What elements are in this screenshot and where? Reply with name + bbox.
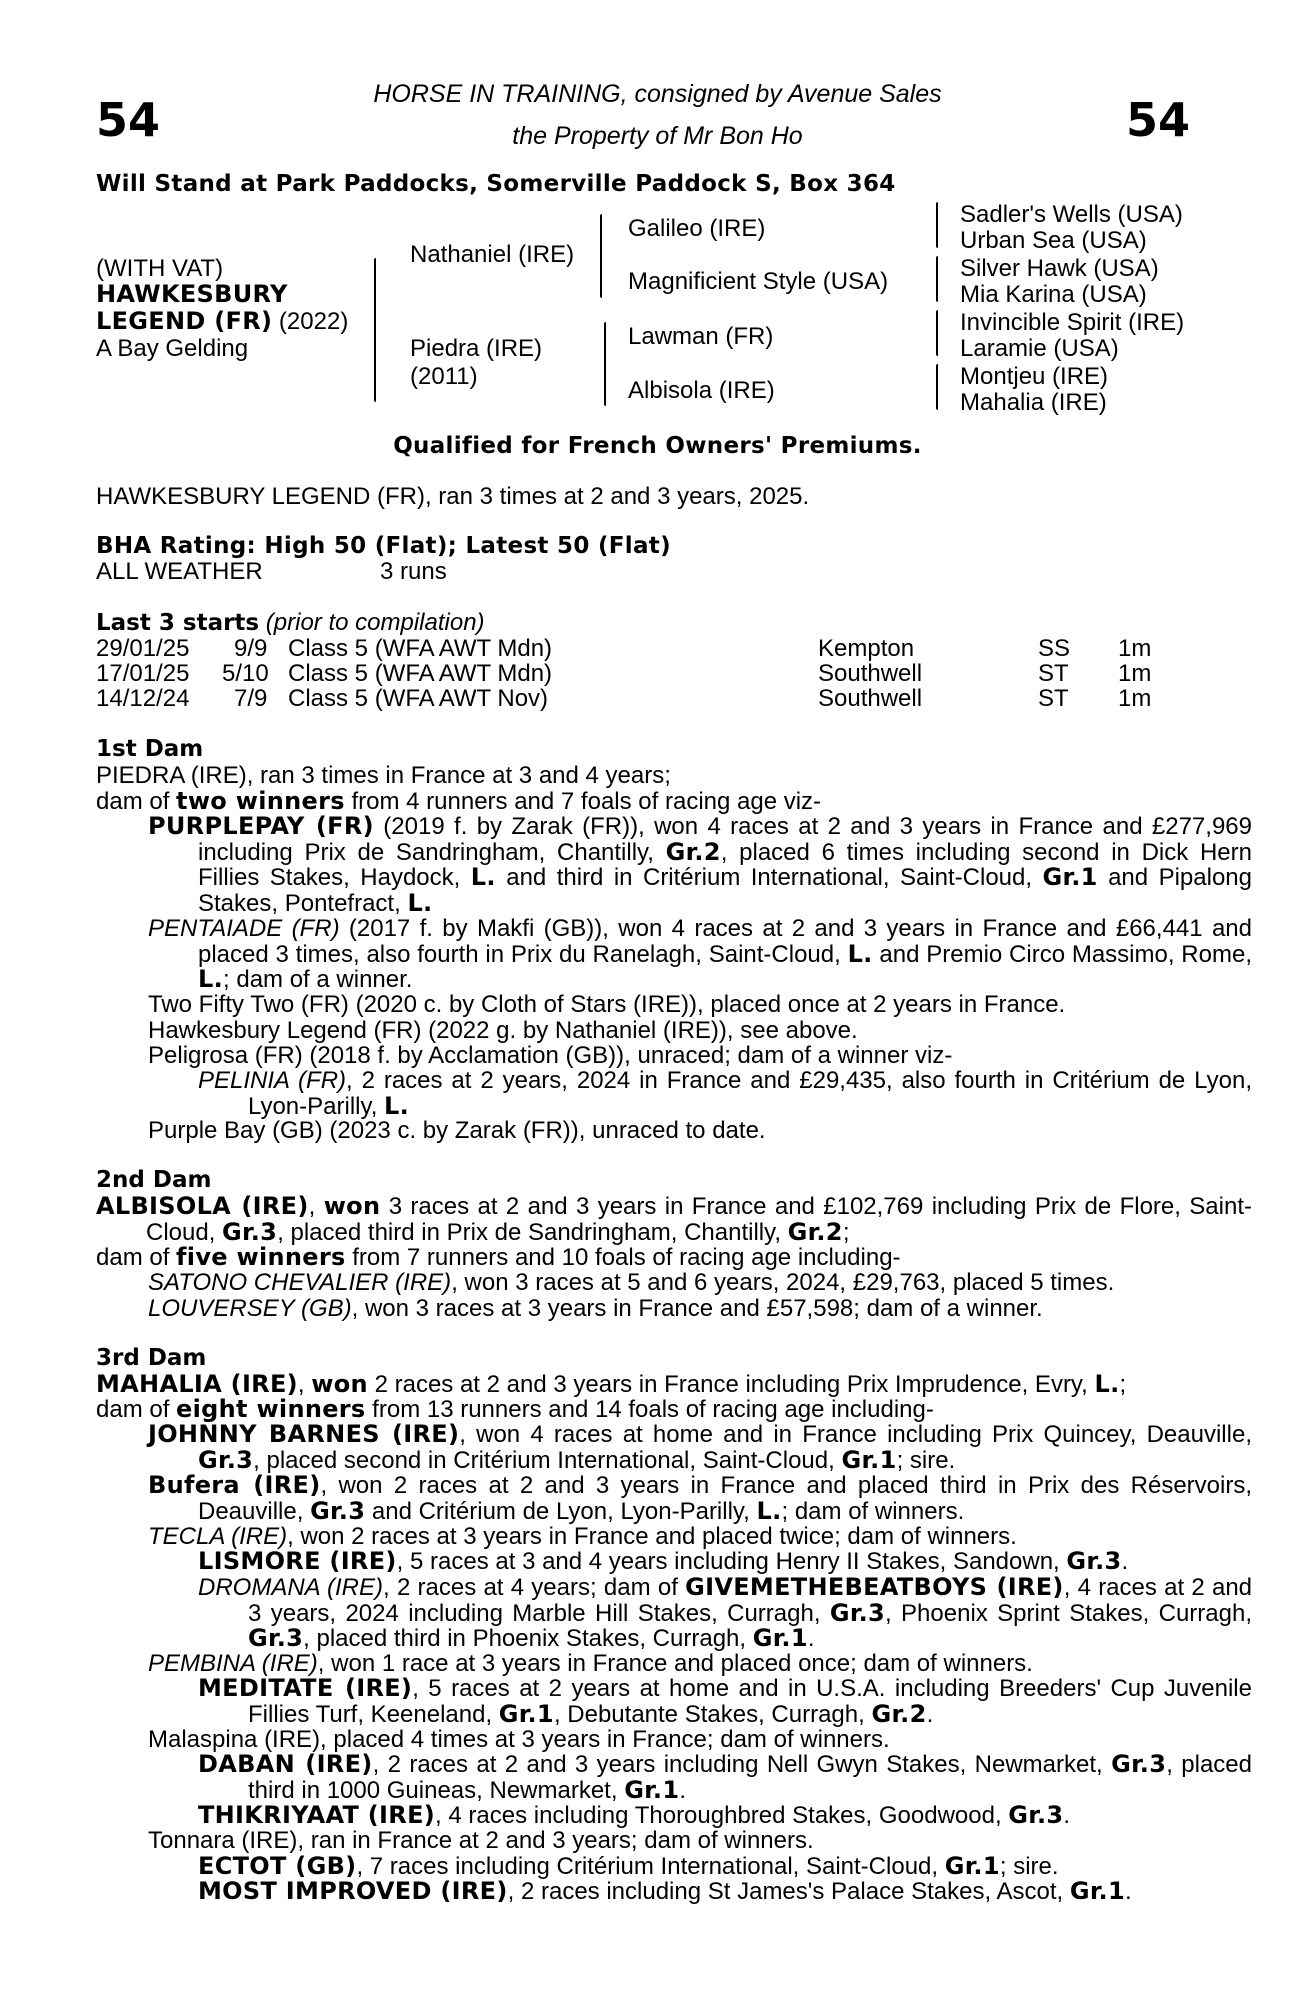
text: , 2 races at 2 years, 2024 in France and £29,435, also fourth in Critérium de Lyon, Lyon-Parilly, bbox=[248, 1067, 1252, 1120]
first-dam-heading: 1st Dam bbox=[96, 736, 204, 762]
dam: Piedra (IRE) bbox=[410, 335, 543, 362]
start-position: 7/9 bbox=[234, 685, 268, 712]
grade: L. bbox=[756, 1496, 782, 1525]
brace-sire bbox=[600, 214, 602, 298]
horse-name-line2 bbox=[96, 309, 348, 335]
text: , won 1 race at 3 years in France and placed once; dam of winners. bbox=[317, 1650, 1033, 1677]
grade: L. bbox=[470, 863, 496, 891]
text: (2017 f. by Makfi (GB)), won 4 races at 2 and 3 years in France and £66,441 and placed 3 times, also fourth in Prix du Ranelagh, Saint-Cloud, bbox=[198, 915, 1252, 968]
text: ; sire. bbox=[999, 1853, 1059, 1880]
grade: L. bbox=[407, 888, 433, 917]
text: . bbox=[1124, 1878, 1132, 1905]
text: (2019 f. by Zarak (FR)), won 4 races at 2 and 3 years in France and £277,969 including Prix de Sandringham, Chantilly, bbox=[198, 813, 1252, 866]
start-course: Kempton bbox=[818, 635, 915, 662]
last-starts-note: (prior to compilation) bbox=[259, 609, 485, 636]
start-position: 5/10 bbox=[222, 660, 269, 687]
property-line: the Property of Mr Bon Ho bbox=[512, 122, 803, 150]
text: , 2 races at 4 years; dam of bbox=[383, 1574, 686, 1601]
produce-two-fifty-two: Two Fifty Two (FR) (2020 c. by Cloth of Stars (IRE)), placed once at 2 years in France. bbox=[148, 991, 1066, 1018]
sire-dam-dam: Mia Karina (USA) bbox=[960, 281, 1147, 308]
text: , 2 races at 2 and 3 years including Nell Gwyn Stakes, Newmarket, bbox=[372, 1751, 1112, 1778]
horse-name: MEDITATE (IRE) bbox=[198, 1674, 413, 1702]
start-date: 17/01/25 bbox=[96, 660, 190, 687]
third-dam-heading: 3rd Dam bbox=[96, 1345, 207, 1371]
dam-year: (2011) bbox=[410, 363, 478, 390]
start-position: 9/9 bbox=[234, 635, 268, 662]
won-label: won bbox=[323, 1192, 381, 1220]
last-starts-title: Last 3 starts bbox=[96, 610, 260, 636]
produce-purplepay bbox=[148, 814, 1252, 916]
produce-pentaiade bbox=[148, 916, 1252, 993]
sire: Nathaniel (IRE) bbox=[410, 241, 575, 268]
horse-name: THIKRIYAAT (IRE) bbox=[198, 1801, 436, 1829]
start-race: Class 5 (WFA AWT Mdn) bbox=[288, 660, 553, 687]
text: and Premio Circo Massimo, Rome, bbox=[872, 940, 1252, 968]
text: , 5 races at 3 and 4 years including Henry II Stakes, Sandown, bbox=[396, 1548, 1067, 1575]
horse-name: PELINIA (FR) bbox=[198, 1067, 347, 1094]
sire-dam: Magnificient Style (USA) bbox=[628, 268, 889, 295]
stand-location: Will Stand at Park Paddocks, Somerville Paddock S, Box 364 bbox=[96, 171, 896, 197]
lot-number-right: 54 bbox=[1126, 93, 1191, 147]
text: and Pipalong Stakes, Pontefract, bbox=[198, 864, 1252, 917]
text: . bbox=[807, 1625, 815, 1652]
horse-name-line1: HAWKESBURY bbox=[96, 280, 288, 308]
start-going: SS bbox=[1038, 635, 1071, 662]
start-distance: 1m bbox=[1118, 660, 1152, 687]
text: , placed second in Critérium International, Saint-Cloud, bbox=[253, 1446, 842, 1474]
start-distance: 1m bbox=[1118, 635, 1152, 662]
text: from 7 runners and 10 foals of racing age including- bbox=[345, 1244, 901, 1271]
text: from 13 runners and 14 foals of racing age including- bbox=[365, 1396, 934, 1423]
grade: Gr.3 bbox=[1066, 1547, 1122, 1575]
horse-name: ECTOT (GB) bbox=[198, 1852, 357, 1880]
text: , won 3 races at 5 and 6 years, 2024, £29,763, placed 5 times. bbox=[451, 1269, 1115, 1296]
grade: Gr.1 bbox=[1042, 863, 1098, 891]
grade: Gr.3 bbox=[198, 1445, 254, 1474]
horse-name: MOST IMPROVED (IRE) bbox=[198, 1877, 508, 1905]
grade: Gr.2 bbox=[665, 837, 721, 866]
horse-name: PEMBINA (IRE) bbox=[148, 1650, 318, 1677]
grade: L. bbox=[1094, 1370, 1120, 1398]
horse-name: GIVEMETHEBEATBOYS (IRE) bbox=[685, 1573, 1064, 1601]
brace-dam bbox=[604, 322, 606, 406]
text: , bbox=[297, 1371, 312, 1398]
text: ; dam of a winner. bbox=[223, 966, 413, 993]
text: . bbox=[1063, 1802, 1071, 1829]
sire-sire-sire: Sadler's Wells (USA) bbox=[960, 201, 1183, 228]
text: , Phoenix Sprint Stakes, Curragh, bbox=[885, 1599, 1252, 1627]
dam-dam-dam: Mahalia (IRE) bbox=[960, 389, 1107, 416]
grade: Gr.1 bbox=[841, 1445, 897, 1474]
dam-sire-sire: Invincible Spirit (IRE) bbox=[960, 309, 1185, 336]
produce-dromana bbox=[198, 1575, 1252, 1652]
produce-ectot bbox=[198, 1854, 1059, 1880]
horse-name: JOHNNY BARNES (IRE) bbox=[148, 1420, 460, 1448]
sire-sire: Galileo (IRE) bbox=[628, 215, 766, 242]
horse-year: (2022) bbox=[272, 308, 349, 335]
text: , 4 races at 2 and 3 years, 2024 including Marble Hill Stakes, Curragh, bbox=[248, 1574, 1253, 1627]
produce-thikriyaat bbox=[198, 1803, 1070, 1829]
text: 3 races at 2 and 3 years in France and £102,769 including Prix de Flore, Saint-Cloud, bbox=[146, 1193, 1252, 1246]
produce-lismore bbox=[198, 1549, 1128, 1575]
start-course: Southwell bbox=[818, 660, 923, 687]
start-race: Class 5 (WFA AWT Mdn) bbox=[288, 635, 553, 662]
start-going: ST bbox=[1038, 660, 1069, 687]
second-dam-record bbox=[96, 1194, 1252, 1245]
first-dam-produce-line bbox=[96, 789, 821, 815]
text: 2 races at 2 and 3 years in France including Prix Imprudence, Evry, bbox=[367, 1371, 1095, 1398]
grade: Gr.3 bbox=[248, 1624, 304, 1652]
grade: Gr.1 bbox=[498, 1699, 554, 1728]
winners-count: five winners bbox=[176, 1243, 346, 1271]
horse-name: TECLA (IRE) bbox=[148, 1523, 288, 1550]
produce-bufera bbox=[148, 1473, 1252, 1524]
grade: L. bbox=[847, 939, 873, 968]
produce-tonnara: Tonnara (IRE), ran in France at 2 and 3 years; dam of winners. bbox=[148, 1827, 814, 1854]
bha-rating: BHA Rating: High 50 (Flat); Latest 50 (Flat) bbox=[96, 533, 671, 559]
text: . bbox=[1121, 1548, 1129, 1575]
text: , won 3 races at 3 years in France and £57,598; dam of a winner. bbox=[351, 1295, 1043, 1322]
horse-name: ALBISOLA (IRE) bbox=[96, 1192, 309, 1220]
text: , 7 races including Critérium International, Saint-Cloud, bbox=[356, 1853, 945, 1880]
grade: Gr.1 bbox=[752, 1624, 808, 1652]
second-dam-produce-line bbox=[96, 1245, 901, 1271]
text: dam of bbox=[96, 1244, 177, 1271]
brace-dd bbox=[936, 364, 938, 410]
start-course: Southwell bbox=[818, 685, 923, 712]
brace-ds bbox=[936, 310, 938, 356]
third-dam-produce-line bbox=[96, 1397, 934, 1423]
text: ; bbox=[1119, 1371, 1127, 1398]
produce-peligrosa: Peligrosa (FR) (2018 f. by Acclamation (GB)), unraced; dam of a winner viz- bbox=[148, 1042, 953, 1069]
start-date: 14/12/24 bbox=[96, 685, 190, 712]
third-dam-record bbox=[96, 1372, 1126, 1398]
winners-count: eight winners bbox=[176, 1395, 366, 1423]
dam-sire: Lawman (FR) bbox=[628, 323, 774, 350]
horse-name: DROMANA (IRE) bbox=[198, 1574, 384, 1601]
grade: Gr.3 bbox=[829, 1598, 886, 1627]
grade: Gr.3 bbox=[1008, 1801, 1064, 1829]
sire-dam-sire: Silver Hawk (USA) bbox=[960, 255, 1159, 282]
grade: Gr.2 bbox=[787, 1217, 843, 1246]
horse-name: Bufera (IRE) bbox=[148, 1471, 321, 1499]
grade: L. bbox=[384, 1091, 410, 1120]
brace-main bbox=[374, 258, 376, 402]
produce-johnny-barnes bbox=[148, 1422, 1252, 1473]
text: , placed 6 times including second in Dick Hern Fillies Stakes, Haydock, bbox=[198, 838, 1252, 891]
grade: Gr.2 bbox=[871, 1699, 927, 1728]
grade: Gr.1 bbox=[1069, 1877, 1125, 1905]
text: , placed third in Prix de Sandringham, Chantilly, bbox=[277, 1218, 788, 1246]
produce-purple-bay: Purple Bay (GB) (2023 c. by Zarak (FR)), unraced to date. bbox=[148, 1117, 766, 1144]
race-summary: HAWKESBURY LEGEND (FR), ran 3 times at 2 and 3 years, 2025. bbox=[96, 483, 810, 510]
produce-louversey bbox=[148, 1296, 1043, 1322]
text: . bbox=[926, 1700, 934, 1728]
surface-runs: 3 runs bbox=[380, 558, 447, 585]
start-going: ST bbox=[1038, 685, 1069, 712]
text: , 5 races at 2 years at home and in U.S.A. including Breeders' Cup Juvenile Fillies Turf, Keeneland, bbox=[248, 1675, 1252, 1728]
text: , won 4 races at home and in France including Prix Quincey, Deauville, bbox=[459, 1421, 1252, 1448]
text: , won 2 races at 3 years in France and placed twice; dam of winners. bbox=[287, 1523, 1017, 1550]
produce-meditate bbox=[198, 1676, 1252, 1727]
surface: ALL WEATHER bbox=[96, 558, 263, 585]
start-date: 29/01/25 bbox=[96, 635, 190, 662]
produce-hawkesbury-legend: Hawkesbury Legend (FR) (2022 g. by Nathaniel (IRE)), see above. bbox=[148, 1017, 858, 1044]
grade: Gr.3 bbox=[1111, 1750, 1167, 1778]
text: ; sire. bbox=[896, 1446, 956, 1474]
text: , bbox=[308, 1193, 324, 1220]
text: ; dam of winners. bbox=[781, 1497, 965, 1525]
vat-note: (WITH VAT) bbox=[96, 255, 224, 282]
text: and third in Critérium International, Saint-Cloud, bbox=[495, 864, 1043, 891]
produce-tecla bbox=[148, 1524, 1017, 1550]
qualified-note: Qualified for French Owners' Premiums. bbox=[393, 433, 922, 459]
horse-description: A Bay Gelding bbox=[96, 335, 249, 362]
start-race: Class 5 (WFA AWT Nov) bbox=[288, 685, 549, 712]
produce-pelinia bbox=[198, 1068, 1252, 1119]
dam-dam: Albisola (IRE) bbox=[628, 377, 775, 404]
produce-satono-chevalier bbox=[148, 1270, 1114, 1296]
text: , placed third in 1000 Guineas, Newmarket, bbox=[248, 1751, 1252, 1804]
horse-name: PENTAIADE (FR) bbox=[148, 915, 340, 942]
dam-dam-sire: Montjeu (IRE) bbox=[960, 363, 1109, 390]
grade: Gr.3 bbox=[222, 1217, 278, 1246]
text: ; bbox=[842, 1218, 850, 1246]
horse-name: LISMORE (IRE) bbox=[198, 1547, 397, 1575]
winners-count: two winners bbox=[176, 787, 345, 815]
text: , 2 races including St James's Palace Stakes, Ascot, bbox=[507, 1878, 1070, 1905]
last-starts-heading bbox=[96, 610, 485, 637]
produce-pembina bbox=[148, 1651, 1033, 1677]
brace-ss bbox=[936, 202, 938, 248]
start-distance: 1m bbox=[1118, 685, 1152, 712]
text: and Critérium de Lyon, Lyon-Parilly, bbox=[365, 1497, 757, 1525]
won-label: won bbox=[311, 1370, 368, 1398]
text: , won 2 races at 2 and 3 years in France and placed third in Prix des Réservoirs, Deauville, bbox=[198, 1472, 1253, 1525]
first-dam-line: PIEDRA (IRE), ran 3 times in France at 3 and 4 years; bbox=[96, 762, 671, 789]
horse-name: SATONO CHEVALIER (IRE) bbox=[148, 1269, 452, 1296]
second-dam-heading: 2nd Dam bbox=[96, 1167, 212, 1193]
produce-most-improved bbox=[198, 1879, 1132, 1905]
horse-name: LEGEND (FR) bbox=[96, 307, 273, 335]
dam-sire-dam: Laramie (USA) bbox=[960, 335, 1119, 362]
text: dam of bbox=[96, 788, 177, 815]
horse-name: PURPLEPAY (FR) bbox=[148, 812, 374, 840]
sire-sire-dam: Urban Sea (USA) bbox=[960, 227, 1147, 254]
grade: Gr.1 bbox=[624, 1775, 680, 1804]
text: from 4 runners and 7 foals of racing age viz- bbox=[344, 788, 822, 815]
consignment-line: HORSE IN TRAINING, consigned by Avenue Sales bbox=[373, 80, 942, 108]
grade: Gr.3 bbox=[310, 1496, 366, 1525]
text: , Debutante Stakes, Curragh, bbox=[553, 1700, 872, 1728]
text: , 4 races including Thoroughbred Stakes, Goodwood, bbox=[435, 1802, 1009, 1829]
grade: Gr.1 bbox=[944, 1852, 1000, 1880]
brace-sd bbox=[936, 256, 938, 302]
grade: L. bbox=[198, 965, 224, 993]
text: , placed third in Phoenix Stakes, Curragh, bbox=[303, 1625, 753, 1652]
horse-name: MAHALIA (IRE) bbox=[96, 1370, 298, 1398]
produce-malaspina: Malaspina (IRE), placed 4 times at 3 years in France; dam of winners. bbox=[148, 1726, 890, 1753]
produce-daban bbox=[198, 1752, 1252, 1803]
text: . bbox=[679, 1776, 686, 1804]
lot-number-left: 54 bbox=[96, 93, 161, 147]
text: dam of bbox=[96, 1396, 177, 1423]
horse-name: DABAN (IRE) bbox=[198, 1750, 373, 1778]
horse-name: LOUVERSEY (GB) bbox=[148, 1295, 352, 1322]
